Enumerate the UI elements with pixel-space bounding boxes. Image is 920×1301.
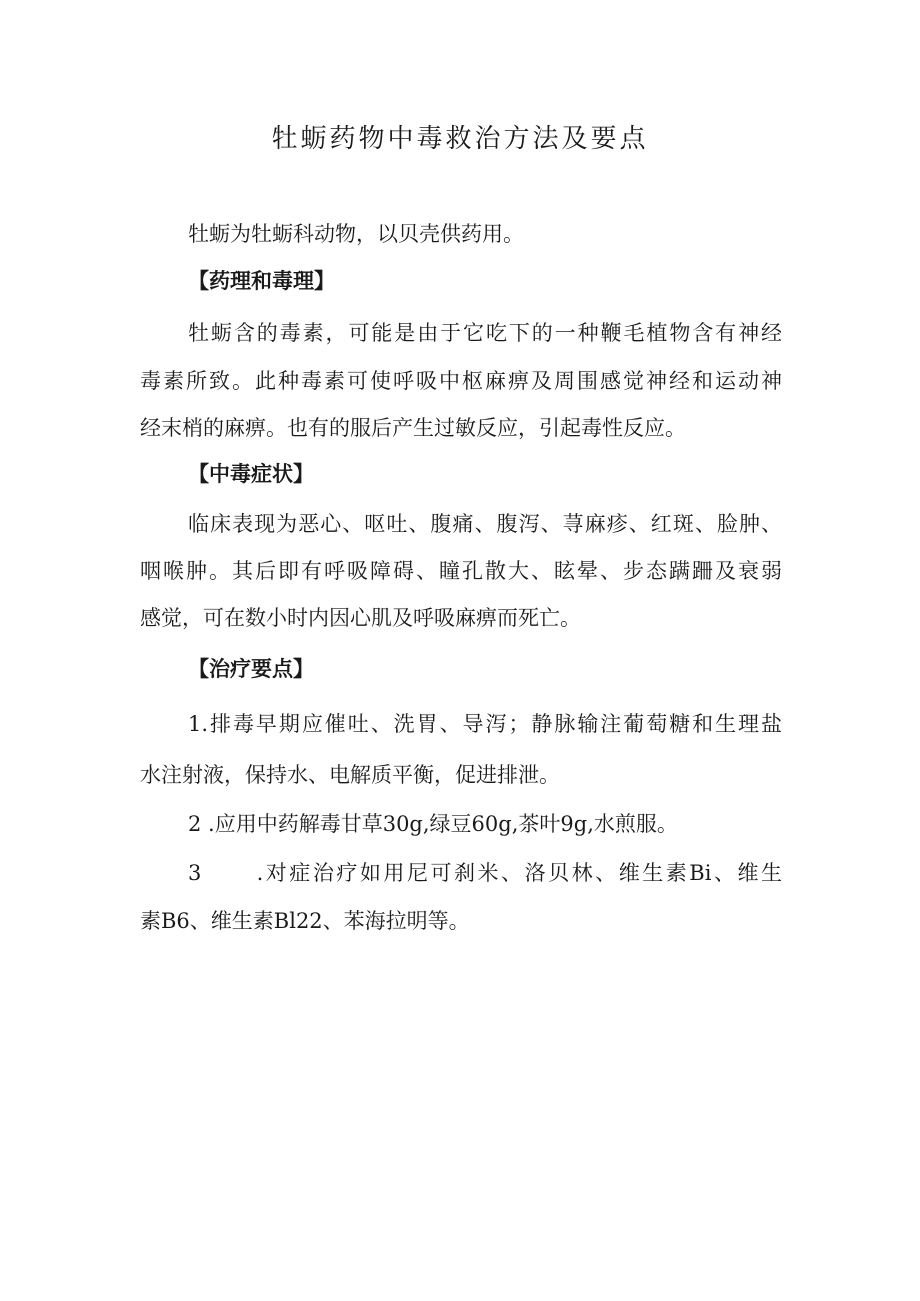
paragraph-line: 素B6、维生素Bl22、苯海拉明等。	[140, 909, 470, 933]
document-title: 牡蛎药物中毒救治方法及要点	[271, 124, 649, 154]
paragraph-line: 1.排毒早期应催吐、洗胃、导泻；静脉输注葡萄糖和生理盐	[188, 712, 782, 736]
paragraph-line: 水注射液，保持水、电解质平衡，促进排泄。	[140, 763, 560, 787]
section-heading-treatment: 【治疗要点】	[188, 657, 314, 681]
paragraph-line: 感觉，可在数小时内因心肌及呼吸麻痹而死亡。	[140, 606, 581, 630]
paragraph-line: 2 .应用中药解毒甘草30g,绿豆60g,茶叶9g,水煎服。	[188, 812, 678, 836]
paragraph-line: 经末梢的麻痹。也有的服后产生过敏反应，引起毒性反应。	[140, 416, 686, 440]
paragraph-line: 牡蛎含的毒素，可能是由于它吃下的一种鞭毛植物含有神经	[188, 321, 782, 345]
paragraph-line: 3 .对症治疗如用尼可刹米、洛贝林、维生素Bi、维生	[188, 861, 782, 885]
section-heading-symptoms: 【中毒症状】	[188, 462, 314, 486]
section-heading-pharmacology: 【药理和毒理】	[188, 269, 335, 293]
paragraph-line: 毒素所致。此种毒素可使呼吸中枢麻痹及周围感觉神经和运动神	[140, 369, 782, 393]
intro-paragraph: 牡蛎为牡蛎科动物，以贝壳供药用。	[188, 222, 524, 246]
paragraph-line: 临床表现为恶心、呕吐、腹痛、腹泻、荨麻疹、红斑、脸肿、	[188, 512, 782, 536]
paragraph-line: 咽喉肿。其后即有呼吸障碍、瞳孔散大、眩晕、步态蹒跚及衰弱	[140, 559, 782, 583]
